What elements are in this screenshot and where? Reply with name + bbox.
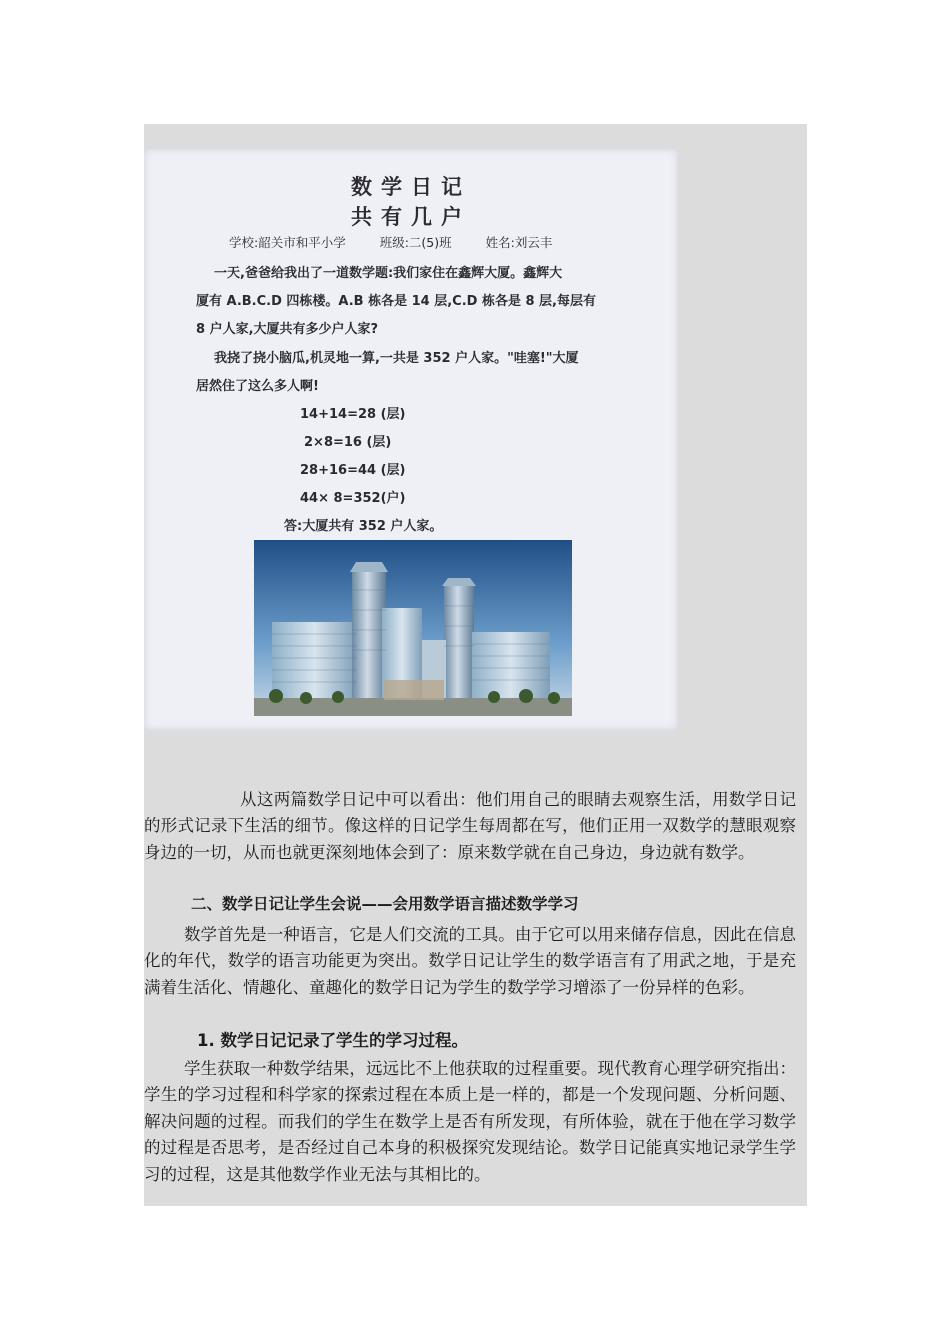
diary-scan-image: [144, 149, 678, 730]
diary-class: 班级:二(5)班: [379, 235, 452, 250]
intro-paragraph: 从这两篇数学日记中可以看出：他们用自己的眼睛去观察生活，用数学日记的形式记录下生活的细节。像这样的日记学生每周都在写，他们正用一双数学的慧眼观察身边的一切，从而也就更深刻地体会到了：原来数学就在自己身边，身边就有数学。: [144, 790, 796, 862]
diary-line: 8 户人家,大厦共有多少户人家?: [196, 322, 379, 337]
diary-line: 厦有 A.B.C.D 四栋楼。A.B 栋各是 14 层,C.D 栋各是 8 层,每层有: [196, 294, 596, 309]
section-heading: 二、数学日记让学生会说——会用数学语言描述数学学习: [191, 895, 579, 913]
section-paragraph: 数学首先是一种语言，它是人们交流的工具。由于它可以用来储存信息，因此在信息化的年代，数学的语言功能更为突出。数学日记让学生的数学语言有了用武之地，于是充满着生活化、情趣化、童趣化的数学日记为学生的数学学习增添了一份异样的色彩。: [144, 925, 796, 997]
diary-name: 姓名:刘云丰: [485, 235, 553, 250]
diary-equation: 14+14=28 (层): [300, 407, 406, 422]
diary-title: 数学日记: [351, 175, 471, 199]
diary-line: 居然住了这么多人啊!: [196, 379, 319, 394]
diary-equation: 44× 8=352(户): [300, 491, 406, 506]
diary-subtitle: 共有几户: [351, 205, 471, 229]
sub-paragraph: 学生获取一种数学结果，远远比不上他获取的过程重要。现代教育心理学研究指出：学生的学习过程和科学家的探索过程在本质上是一样的，都是一个发现问题、分析问题、解决问题的过程。而我们的学生在数学上是否有所发现，有所体验，就在于他在学习数学的过程是否思考，是否经过自己本身的积极探究发现结论。数学日记能真实地记录学生学习的过程，这是其他数学作业无法与其相比的。: [144, 1059, 796, 1184]
sub-heading: 1. 数学日记记录了学生的学习过程。: [197, 1031, 468, 1050]
diary-equation: 28+16=44 (层): [300, 463, 406, 478]
building-photo: [254, 540, 572, 716]
diary-equation: 2×8=16 (层): [304, 435, 392, 450]
diary-line: 我挠了挠小脑瓜,机灵地一算,一共是 352 户人家。"哇塞!"大厦: [214, 351, 579, 366]
diary-meta: [229, 233, 552, 251]
diary-answer: 答:大厦共有 352 户人家。: [284, 519, 443, 534]
diary-line: 一天,爸爸给我出了一道数学题:我们家住在鑫辉大厦。鑫辉大: [214, 266, 563, 281]
diary-school: 学校:韶关市和平小学: [229, 235, 346, 250]
